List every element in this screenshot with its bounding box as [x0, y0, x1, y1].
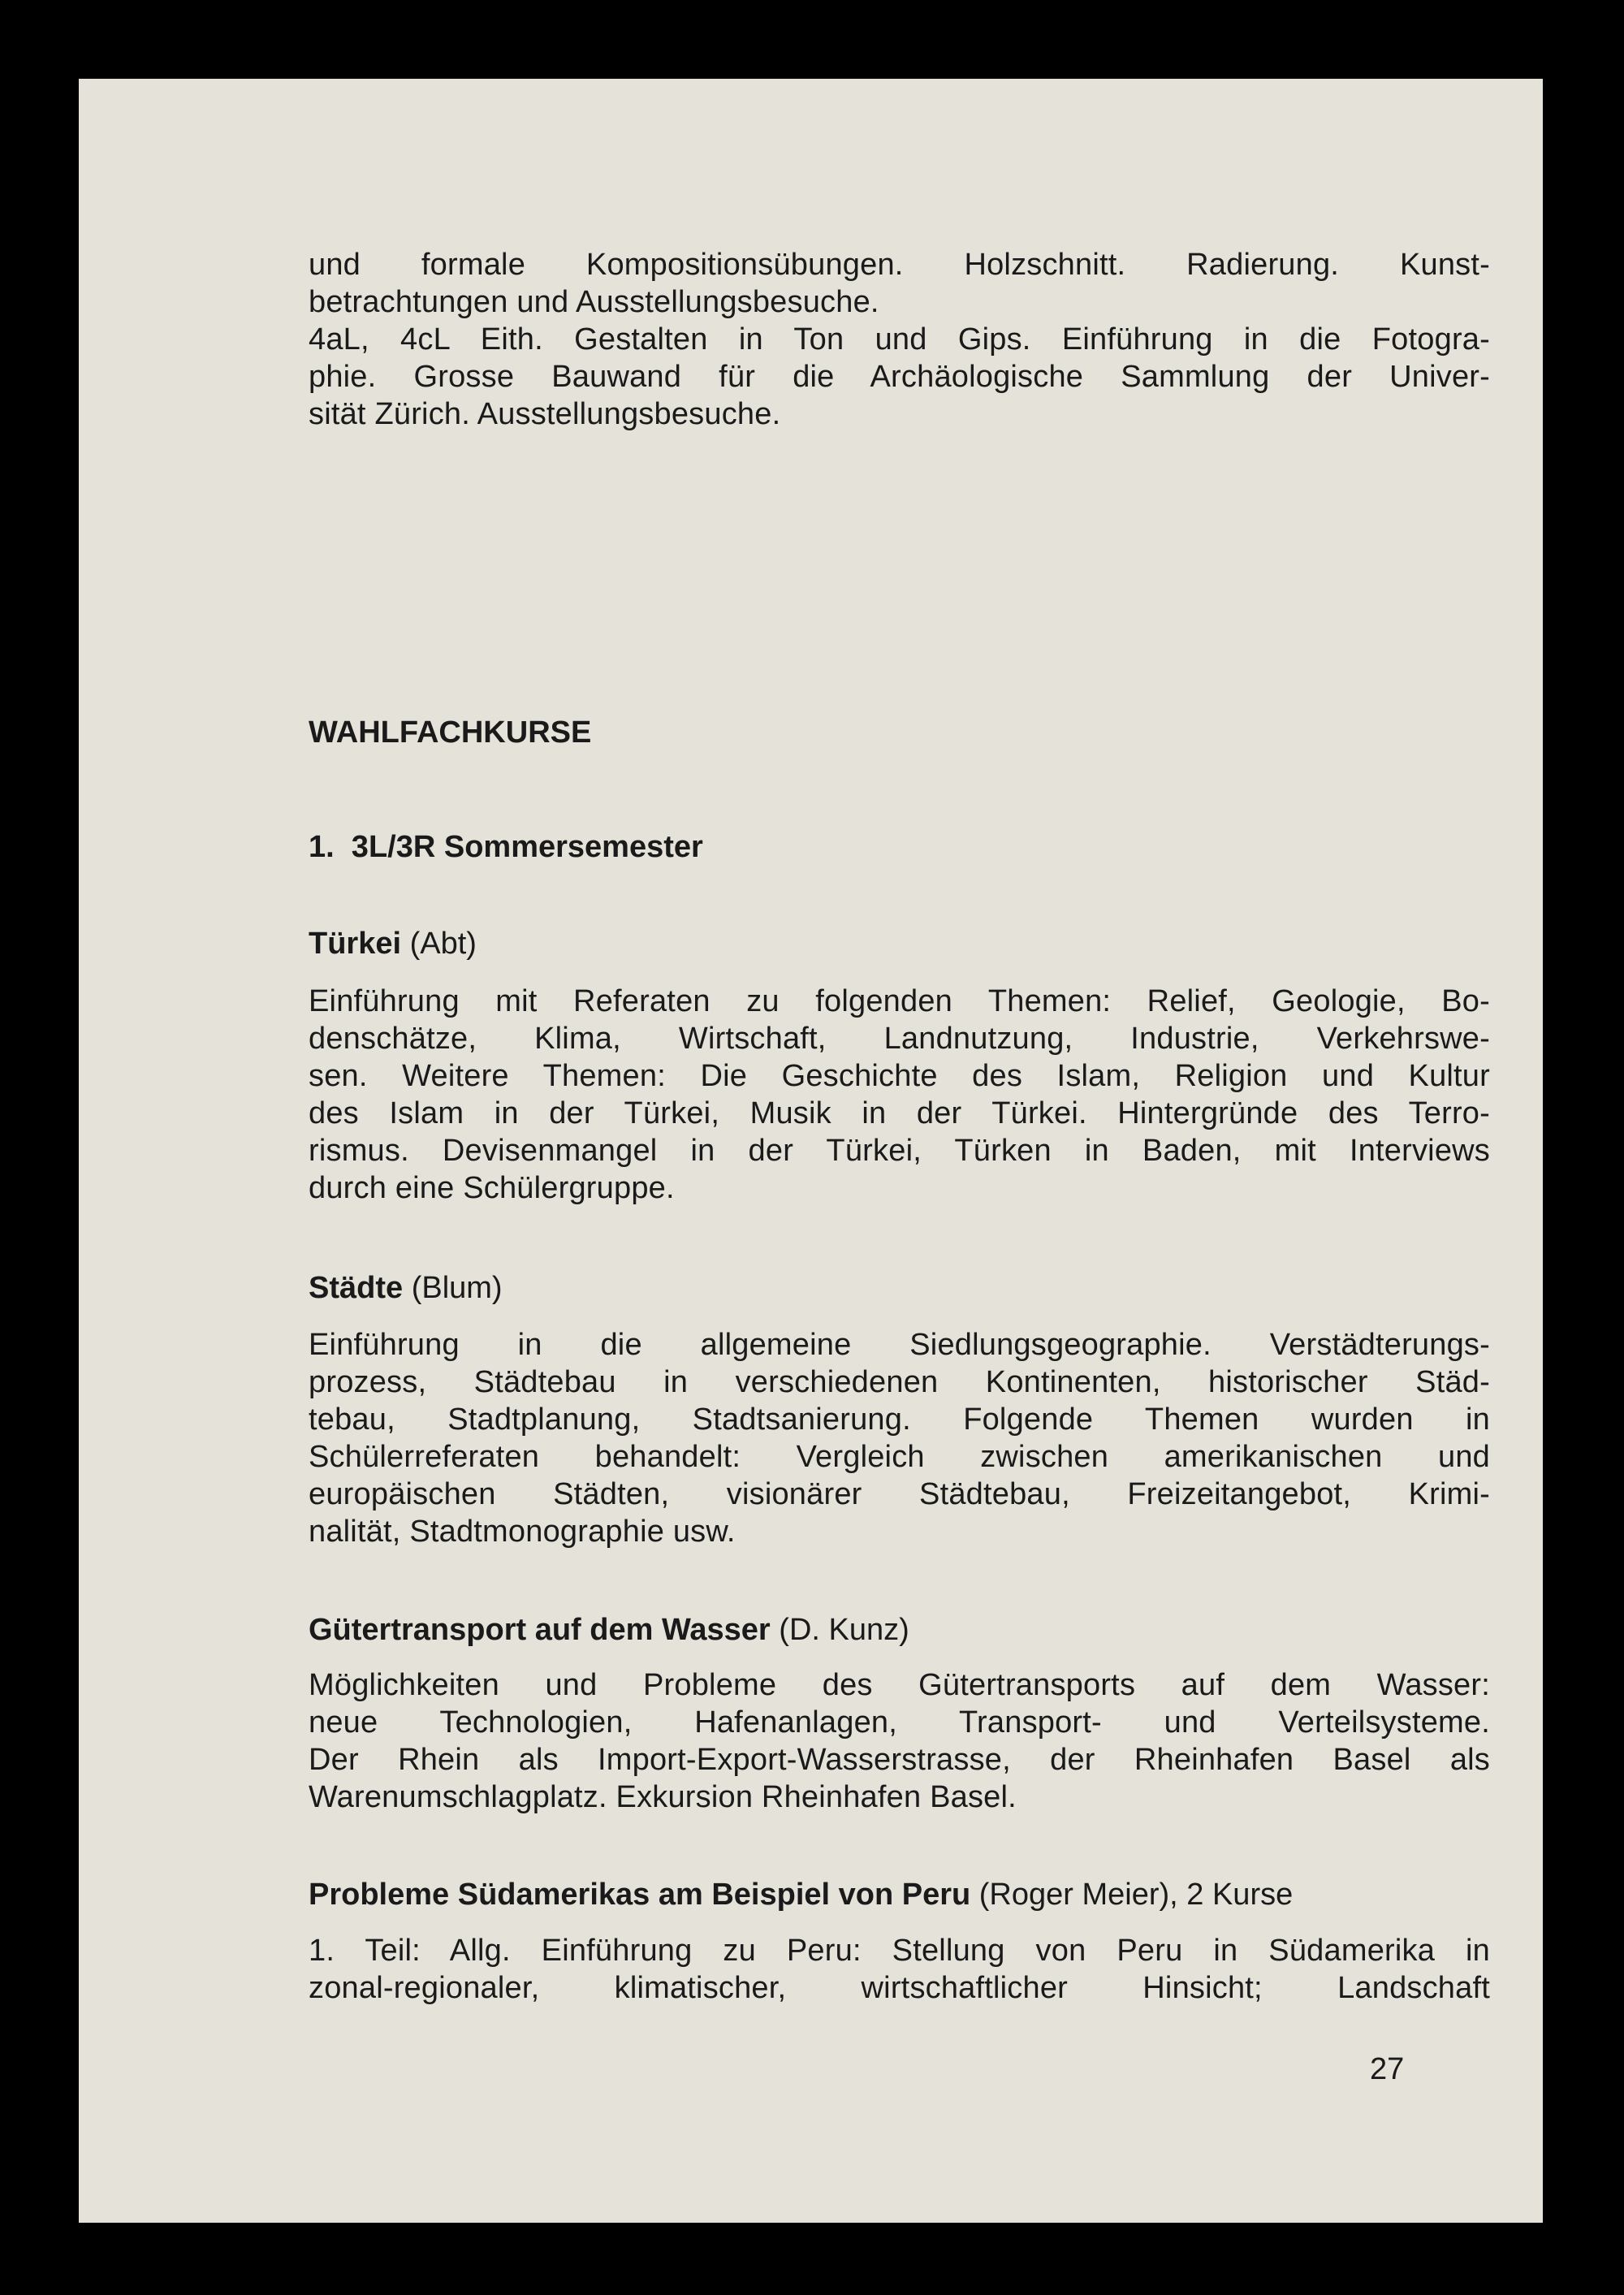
course-instructor: (Abt) [401, 927, 477, 961]
text-line: nalität, Stadtmonographie usw. [309, 1515, 736, 1549]
course-instructor: (D. Kunz) [770, 1613, 909, 1647]
text-line: europäischen Städten, visionärer Städtebau, Freizeitangebot, Krimi- [309, 1477, 1490, 1511]
text-line: des Islam in der Türkei, Musik in der Türkei. Hintergründe des Terro- [309, 1096, 1490, 1130]
text-line: prozess, Städtebau in verschiedenen Kontinenten, historischer Städ- [309, 1365, 1490, 1399]
text-line: Warenumschlagplatz. Exkursion Rheinhafen Basel. [309, 1780, 1017, 1814]
section-heading: WAHLFACHKURSE [309, 715, 592, 750]
course-description [309, 1326, 1490, 1550]
text-line: Möglichkeiten und Probleme des Gütertransports auf dem Wasser: [309, 1668, 1490, 1702]
text-line: sität Zürich. Ausstellungsbesuche. [309, 397, 781, 431]
text-line: tebau, Stadtplanung, Stadtsanierung. Folgende Themen wurden in [309, 1402, 1490, 1437]
text-line: durch eine Schülergruppe. [309, 1171, 675, 1205]
course-instructor: (Blum) [403, 1271, 503, 1305]
course-name: Probleme Südamerikas am Beispiel von Peru [309, 1878, 971, 1912]
course-title [309, 925, 477, 962]
text-line: rismus. Devisenmangel in der Türkei, Türken in Baden, mit Interviews [309, 1134, 1490, 1168]
course-title [309, 1611, 909, 1649]
text-line: und formale Kompositionsübungen. Holzschnitt. Radierung. Kunst- [309, 248, 1490, 282]
course-title [309, 1876, 1293, 1913]
text-line: betrachtungen und Ausstellungsbesuche. [309, 285, 879, 319]
text-line: sen. Weitere Themen: Die Geschichte des Islam, Religion und Kultur [309, 1059, 1490, 1093]
text-line: phie. Grosse Bauwand für die Archäologische Sammlung der Univer- [309, 360, 1490, 394]
text-line: 1. Teil: Allg. Einführung zu Peru: Stellung von Peru in Südamerika in [309, 1934, 1490, 1968]
text-line: neue Technologien, Hafenanlagen, Transport- und Verteilsysteme. [309, 1705, 1490, 1740]
subsection-heading: 1. 3L/3R Sommersemester [309, 830, 703, 864]
course-description [309, 1666, 1490, 1816]
course-description [309, 1932, 1490, 2007]
course-description [309, 983, 1490, 1207]
text-line: denschätze, Klima, Wirtschaft, Landnutzung, Industrie, Verkehrswe- [309, 1022, 1490, 1056]
course-name: Türkei [309, 927, 402, 961]
text-line: zonal-regionaler, klimatischer, wirtschaftlicher Hinsicht; Landschaft [309, 1971, 1490, 2005]
text-line: Einführung in die allgemeine Siedlungsgeographie. Verstädterungs- [309, 1328, 1490, 1362]
text-line: Einführung mit Referaten zu folgenden Themen: Relief, Geologie, Bo- [309, 984, 1490, 1018]
text-line: Der Rhein als Import-Export-Wasserstrasse, der Rheinhafen Basel als [309, 1743, 1490, 1777]
course-name: Städte [309, 1271, 404, 1305]
page-number: 27 [1370, 2052, 1405, 2086]
course-instructor: (Roger Meier), 2 Kurse [970, 1878, 1294, 1912]
course-title [309, 1269, 503, 1307]
text-line: Schülerreferaten behandelt: Vergleich zwischen amerikanischen und [309, 1440, 1490, 1474]
intro-paragraph [309, 246, 1490, 433]
document-page [79, 79, 1543, 2223]
course-name: Gütertransport auf dem Wasser [309, 1613, 771, 1647]
text-line: 4aL, 4cL Eith. Gestalten in Ton und Gips. Einführung in die Fotogra- [309, 322, 1490, 357]
